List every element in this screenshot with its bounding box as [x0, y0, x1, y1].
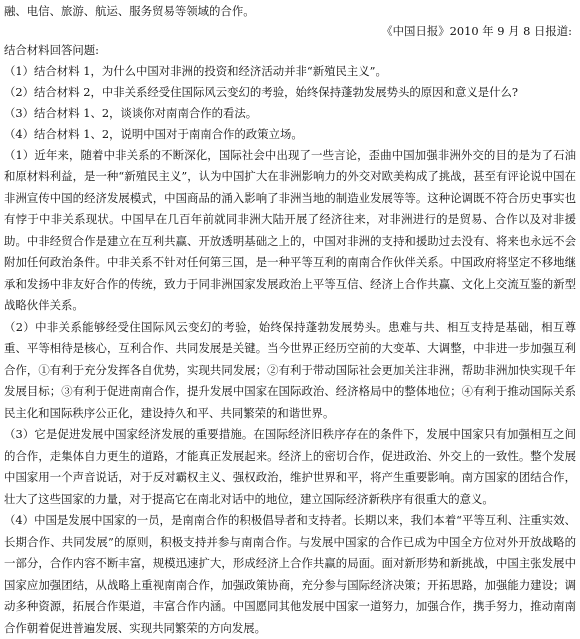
answer-paragraph: （2）中非关系能够经受住国际风云变幻的考验，始终保持蓬勃发展势头。患难与共、相互支持是基础，相互尊重、平等相待是核心，互利合作、共同发展是关键。当今世界正经历空前的大变革、大调整，中非进一步加强互利合作，①有利于充分发挥各自优势，实现共同发展；②有利于带动国际社会更加关注非洲，帮助非洲加快实现千年发展目标；③有利于促进南南合作，提升发展中国家在国际政治、经济格局中的整体地位；④有利于推动国际关系民主化和国际秩序公正化，建设持久和平、共同繁荣的和谐世界。	[4, 317, 576, 425]
question-item: （4）结合材料 1、2，说明中国对于南南合作的政策立场。	[4, 124, 576, 145]
answer-paragraph: （4）中国是发展中国家的一员，是南南合作的积极倡导者和支持者。长期以来，我们本着“平等互利、注重实效、长期合作、共同发展”的原则，积极支持并参与南南合作。与发展中国家的合作已成为中国全方位对外开放战略的一部分，合作内容不断丰富，规模迅速扩大，形成经济上合作共赢的局面。面对新形势和新挑战，中国主张发展中国家应加强团结，从战略上重视南南合作，加强政策协商，充分参与国际经济决策；开拓思路，加强能力建设；调动多种资源，拓展合作渠道，丰富合作内涵。中国愿同其他发展中国家一道努力，加强合作，携手努力，推动南南合作朝着促进普遍发展、实现共同繁荣的方向发展。	[4, 510, 576, 639]
answers-section	[4, 145, 576, 639]
questions-list	[4, 61, 576, 145]
intro-tail-line: 融、电信、旅游、航运、服务贸易等领域的合作。	[4, 2, 576, 22]
question-item: （3）结合材料 1、2，谈谈你对南南合作的看法。	[4, 103, 576, 124]
source-citation: 《中国日报》2010 年 9 月 8 日报道:	[4, 22, 576, 42]
question-item: （2）结合材料 2，中非关系经受住国际风云变幻的考验，始终保持蓬勃发展势头的原因和意义是什么?	[4, 82, 576, 103]
answer-paragraph: （1）近年来，随着中非关系的不断深化，国际社会中出现了一些言论，歪曲中国加强非洲外交的目的是为了石油和原材料利益，是一种“新殖民主义”，认为中国扩大在非洲影响力的外交对欧美构成了挑战，甚至有评论说中国在非洲宣传中国的经济发展模式，中国商品的涌入影响了非洲当地的制造业发展等等。这种论调既不符合历史事实也有悖于中非关系现状。中国早在几百年前就同非洲大陆开展了经济往来，对非洲进行的是贸易、合作以及对非援助。中非经贸合作是建立在互利共赢、开放透明基础之上的，中国对非洲的支持和援助过去没有、将来也永远不会附加任何政治条件。中非关系不针对任何第三国，是一种平等互利的南南合作伙伴关系。中国政府将坚定不移地继承和发扬中非友好合作的传统，致力于同非洲国家发展政治上平等互信、经济上合作共赢、文化上交流互鉴的新型战略伙伴关系。	[4, 145, 576, 317]
question-item: （1）结合材料 1，为什么中国对非洲的投资和经济活动并非“新殖民主义”。	[4, 61, 576, 82]
answer-paragraph: （3）它是促进发展中国家经济发展的重要措施。在国际经济旧秩序存在的条件下，发展中国家只有加强相互之间的合作，走集体自力更生的道路，才能真正发展起来。经济上的密切合作，促进政治、外交上的一致性。整个发展中国家用一个声音说话，对于反对霸权主义、强权政治，维护世界和平，将产生重要影响。南方国家的团结合作，壮大了这些国家的力量，对于提高它在南北对话中的地位，建立国际经济新秩序有很重大的意义。	[4, 424, 576, 510]
questions-heading: 结合材料回答问题:	[4, 41, 576, 61]
